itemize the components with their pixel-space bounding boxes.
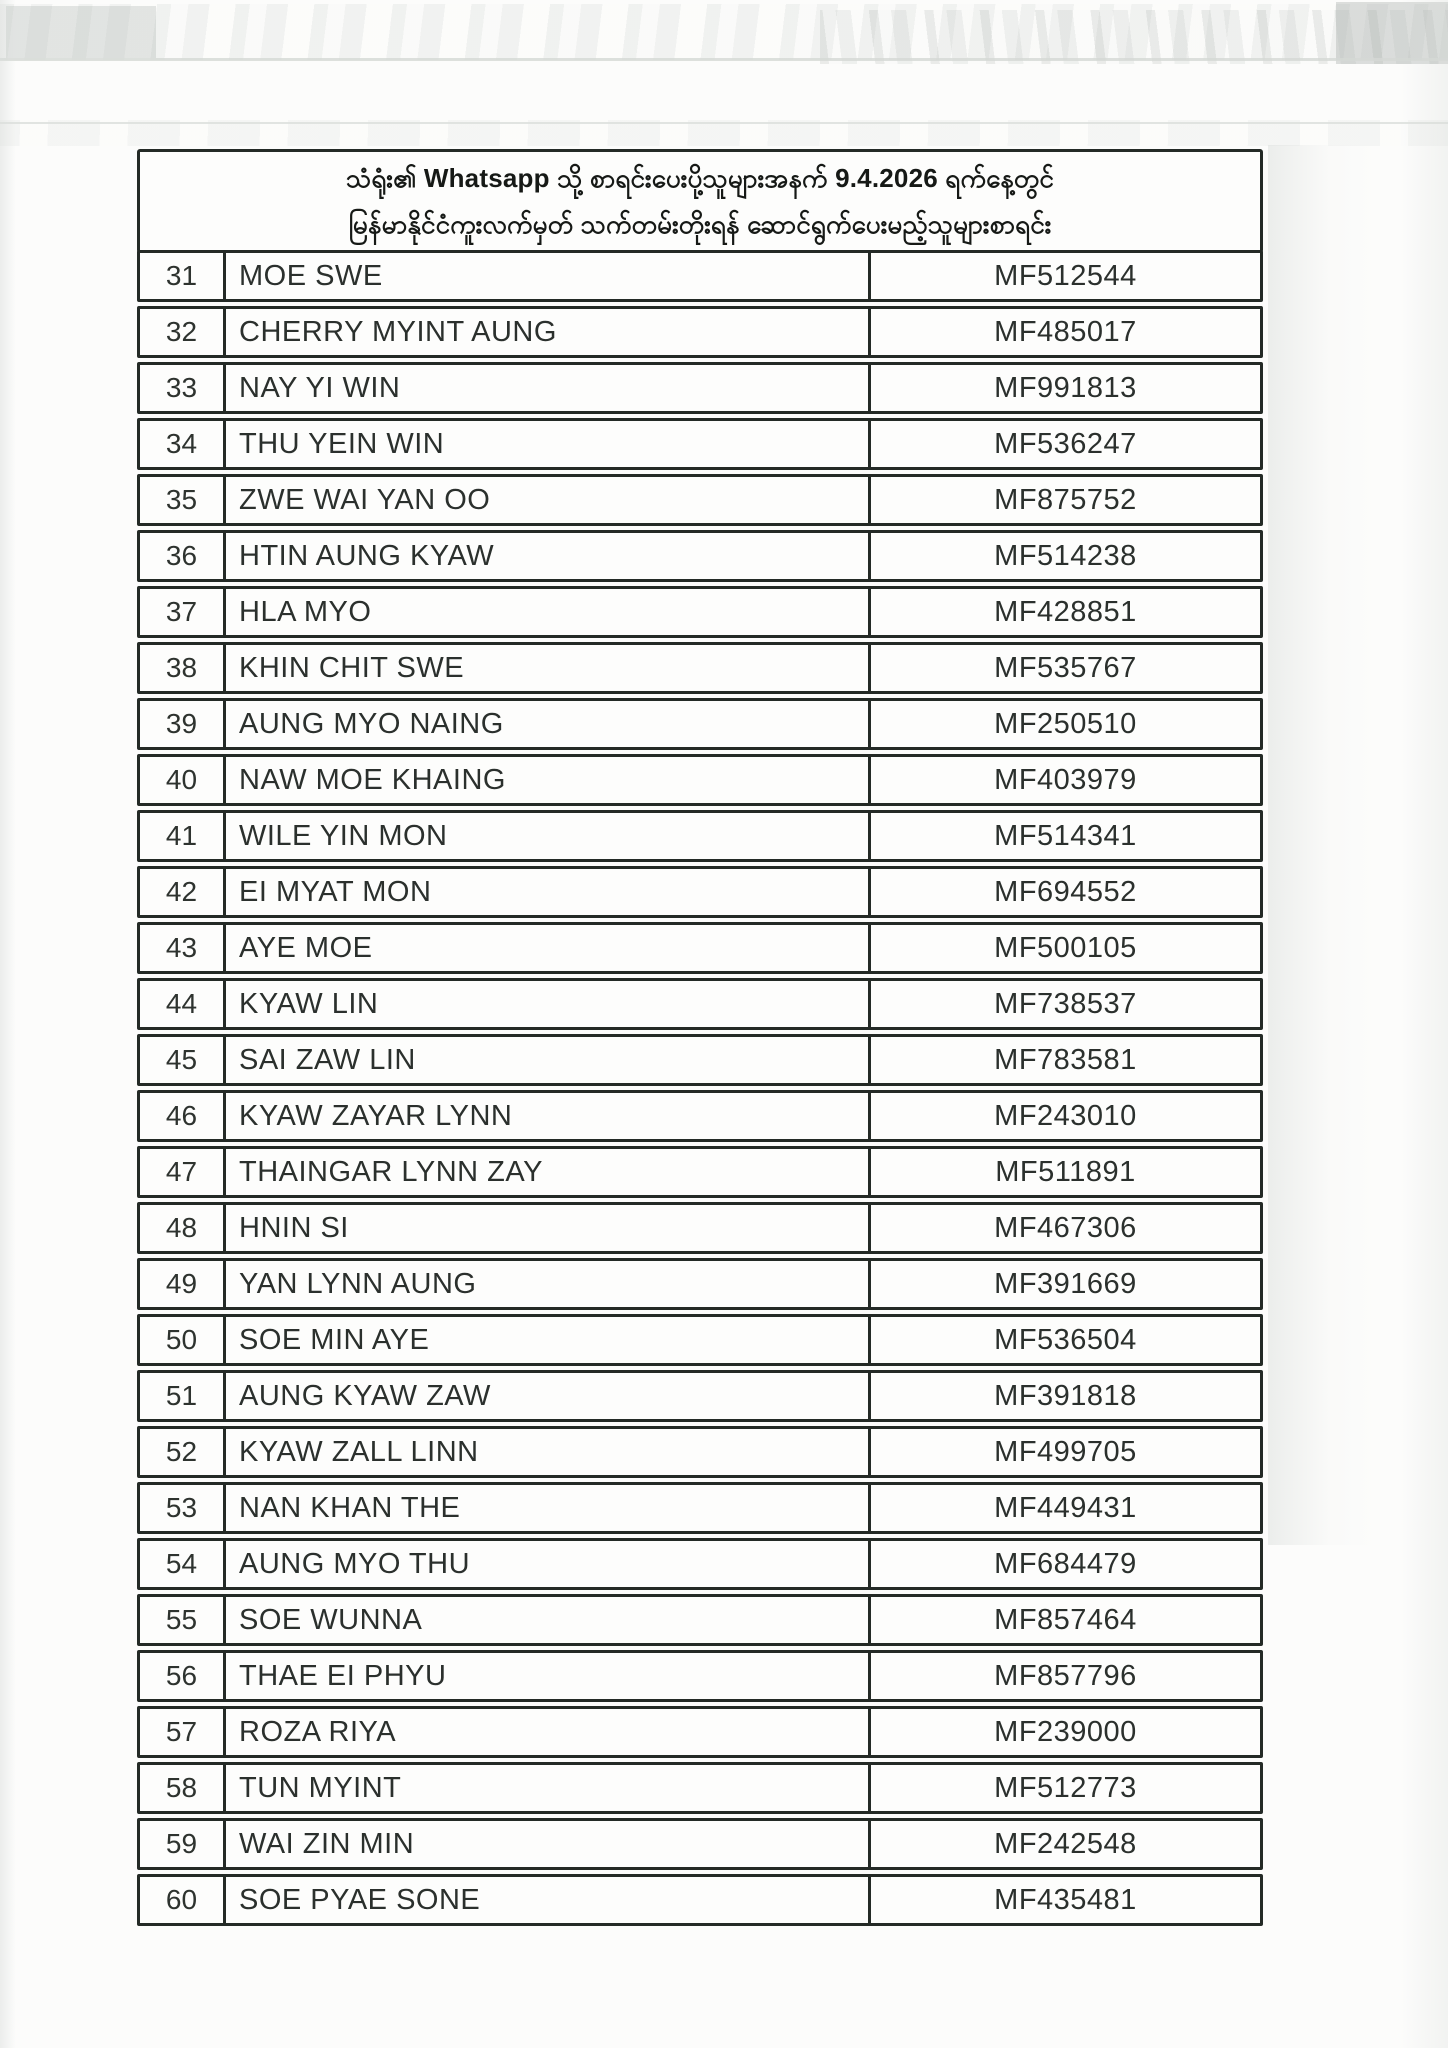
row-number-cell: 48 (140, 1205, 226, 1251)
row-passport-cell: MF857464 (994, 1603, 1137, 1636)
scan-artifact-line (0, 58, 1448, 61)
row-name-cell: WILE YIN MON (226, 813, 871, 859)
table-row (137, 866, 1263, 918)
row-number-cell: 39 (140, 701, 226, 747)
scan-artifact-corner-right (1336, 2, 1448, 64)
row-number-cell: 58 (140, 1765, 226, 1811)
row-number-cell: 31 (140, 253, 226, 299)
table-row (137, 250, 1263, 302)
row-passport-cell: MF514341 (994, 819, 1137, 852)
table-row (137, 474, 1263, 526)
document-title-line-1: သံရုံး၏ Whatsapp သို့ စာရင်းပေးပို့သူများအနက် 9.4.2026 ရက်နေ့တွင် (346, 163, 1054, 193)
scan-artifact-band (0, 120, 1448, 146)
row-passport-cell: MF428851 (994, 595, 1137, 628)
table-row (137, 362, 1263, 414)
table-row (137, 306, 1263, 358)
row-name-cell: THAE EI PHYU (226, 1653, 871, 1699)
row-name-cell: AYE MOE (226, 925, 871, 971)
row-name-cell: HNIN SI (226, 1205, 871, 1251)
table-row (137, 642, 1263, 694)
row-name-cell: KYAW LIN (226, 981, 871, 1027)
row-number-cell: 49 (140, 1261, 226, 1307)
row-passport-cell: MF391669 (994, 1267, 1137, 1300)
table-row (137, 1090, 1263, 1142)
row-number-cell: 44 (140, 981, 226, 1027)
row-name-cell: CHERRY MYINT AUNG (226, 309, 871, 355)
row-name-cell: THU YEIN WIN (226, 421, 871, 467)
row-passport-cell: MF243010 (994, 1099, 1137, 1132)
scan-artifact-corner-left (6, 6, 156, 58)
row-number-cell: 54 (140, 1541, 226, 1587)
row-number-cell: 37 (140, 589, 226, 635)
row-name-cell: SOE MIN AYE (226, 1317, 871, 1363)
row-number-cell: 40 (140, 757, 226, 803)
table-row (137, 418, 1263, 470)
row-name-cell: KYAW ZAYAR LYNN (226, 1093, 871, 1139)
row-passport-cell: MF991813 (994, 371, 1137, 404)
row-name-cell: ROZA RIYA (226, 1709, 871, 1755)
row-name-cell: SAI ZAW LIN (226, 1037, 871, 1083)
row-passport-cell: MF239000 (994, 1715, 1137, 1748)
row-name-cell: KHIN CHIT SWE (226, 645, 871, 691)
row-number-cell: 41 (140, 813, 226, 859)
row-name-cell: HTIN AUNG KYAW (226, 533, 871, 579)
document-table (137, 149, 1263, 1926)
table-row (137, 810, 1263, 862)
row-number-cell: 43 (140, 925, 226, 971)
row-name-cell: NAY YI WIN (226, 365, 871, 411)
row-number-cell: 57 (140, 1709, 226, 1755)
row-passport-cell: MF875752 (994, 483, 1137, 516)
row-name-cell: SOE PYAE SONE (226, 1877, 871, 1923)
row-number-cell: 33 (140, 365, 226, 411)
table-row (137, 1370, 1263, 1422)
row-name-cell: WAI ZIN MIN (226, 1821, 871, 1867)
scan-artifact-left-edge (0, 0, 16, 2048)
row-passport-cell: MF499705 (994, 1435, 1137, 1468)
scan-artifact-line-2 (0, 122, 1448, 124)
scan-artifact-top-band (0, 4, 1448, 60)
row-number-cell: 50 (140, 1317, 226, 1363)
table-row (137, 1426, 1263, 1478)
row-number-cell: 51 (140, 1373, 226, 1419)
row-number-cell: 42 (140, 869, 226, 915)
row-name-cell: HLA MYO (226, 589, 871, 635)
row-name-cell: YAN LYNN AUNG (226, 1261, 871, 1307)
table-row (137, 530, 1263, 582)
table-row (137, 1874, 1263, 1926)
row-passport-cell: MF783581 (994, 1043, 1137, 1076)
table-row (137, 1482, 1263, 1534)
row-passport-cell: MF485017 (994, 315, 1137, 348)
table-row (137, 1034, 1263, 1086)
row-passport-cell: MF391818 (994, 1379, 1137, 1412)
table-header (137, 149, 1263, 253)
table-row (137, 1594, 1263, 1646)
row-number-cell: 52 (140, 1429, 226, 1475)
row-name-cell: EI MYAT MON (226, 869, 871, 915)
scan-artifact-right-wash (1268, 145, 1378, 1545)
row-number-cell: 45 (140, 1037, 226, 1083)
row-passport-cell: MF536504 (994, 1323, 1137, 1356)
row-number-cell: 56 (140, 1653, 226, 1699)
table-row (137, 754, 1263, 806)
row-name-cell: ZWE WAI YAN OO (226, 477, 871, 523)
document-title-line-2: မြန်မာနိုင်ငံကူးလက်မှတ် သက်တမ်းတိုးရန် ဆောင်ရွက်ပေးမည့်သူများစာရင်း (348, 209, 1052, 239)
row-name-cell: NAW MOE KHAING (226, 757, 871, 803)
row-name-cell: MOE SWE (226, 253, 871, 299)
row-passport-cell: MF449431 (994, 1491, 1137, 1524)
row-number-cell: 59 (140, 1821, 226, 1867)
row-number-cell: 60 (140, 1877, 226, 1923)
row-name-cell: SOE WUNNA (226, 1597, 871, 1643)
row-passport-cell: MF500105 (994, 931, 1137, 964)
table-row (137, 1202, 1263, 1254)
row-name-cell: TUN MYINT (226, 1765, 871, 1811)
row-number-cell: 35 (140, 477, 226, 523)
row-passport-cell: MF242548 (994, 1827, 1137, 1860)
row-number-cell: 36 (140, 533, 226, 579)
table-row (137, 1706, 1263, 1758)
row-passport-cell: MF512544 (994, 259, 1137, 292)
row-passport-cell: MF403979 (994, 763, 1137, 796)
row-passport-cell: MF694552 (994, 875, 1137, 908)
table-row (137, 698, 1263, 750)
row-name-cell: AUNG KYAW ZAW (226, 1373, 871, 1419)
row-name-cell: KYAW ZALL LINN (226, 1429, 871, 1475)
scan-artifact-right-edge (1400, 0, 1448, 2048)
row-passport-cell: MF435481 (994, 1883, 1137, 1916)
table-row (137, 586, 1263, 638)
table-row (137, 1818, 1263, 1870)
table-row (137, 1650, 1263, 1702)
table-row (137, 922, 1263, 974)
row-passport-cell: MF536247 (994, 427, 1137, 460)
table-row (137, 1538, 1263, 1590)
row-name-cell: THAINGAR LYNN ZAY (226, 1149, 871, 1195)
table-row (137, 1146, 1263, 1198)
table-row (137, 1314, 1263, 1366)
row-number-cell: 34 (140, 421, 226, 467)
row-number-cell: 55 (140, 1597, 226, 1643)
row-passport-cell: MF738537 (994, 987, 1137, 1020)
row-name-cell: AUNG MYO THU (226, 1541, 871, 1587)
row-passport-cell: MF511891 (995, 1155, 1136, 1188)
table-row (137, 978, 1263, 1030)
table-row (137, 1762, 1263, 1814)
row-number-cell: 53 (140, 1485, 226, 1531)
row-passport-cell: MF684479 (994, 1547, 1137, 1580)
row-number-cell: 38 (140, 645, 226, 691)
row-passport-cell: MF467306 (994, 1211, 1137, 1244)
row-passport-cell: MF250510 (994, 707, 1137, 740)
row-number-cell: 47 (140, 1149, 226, 1195)
scan-artifact-top-band-right (820, 10, 1448, 64)
row-passport-cell: MF514238 (994, 539, 1137, 572)
row-passport-cell: MF512773 (994, 1771, 1137, 1804)
row-name-cell: NAN KHAN THE (226, 1485, 871, 1531)
table-row (137, 1258, 1263, 1310)
table-rows (137, 250, 1263, 1926)
row-passport-cell: MF857796 (994, 1659, 1137, 1692)
row-number-cell: 32 (140, 309, 226, 355)
row-number-cell: 46 (140, 1093, 226, 1139)
row-name-cell: AUNG MYO NAING (226, 701, 871, 747)
row-passport-cell: MF535767 (994, 651, 1137, 684)
